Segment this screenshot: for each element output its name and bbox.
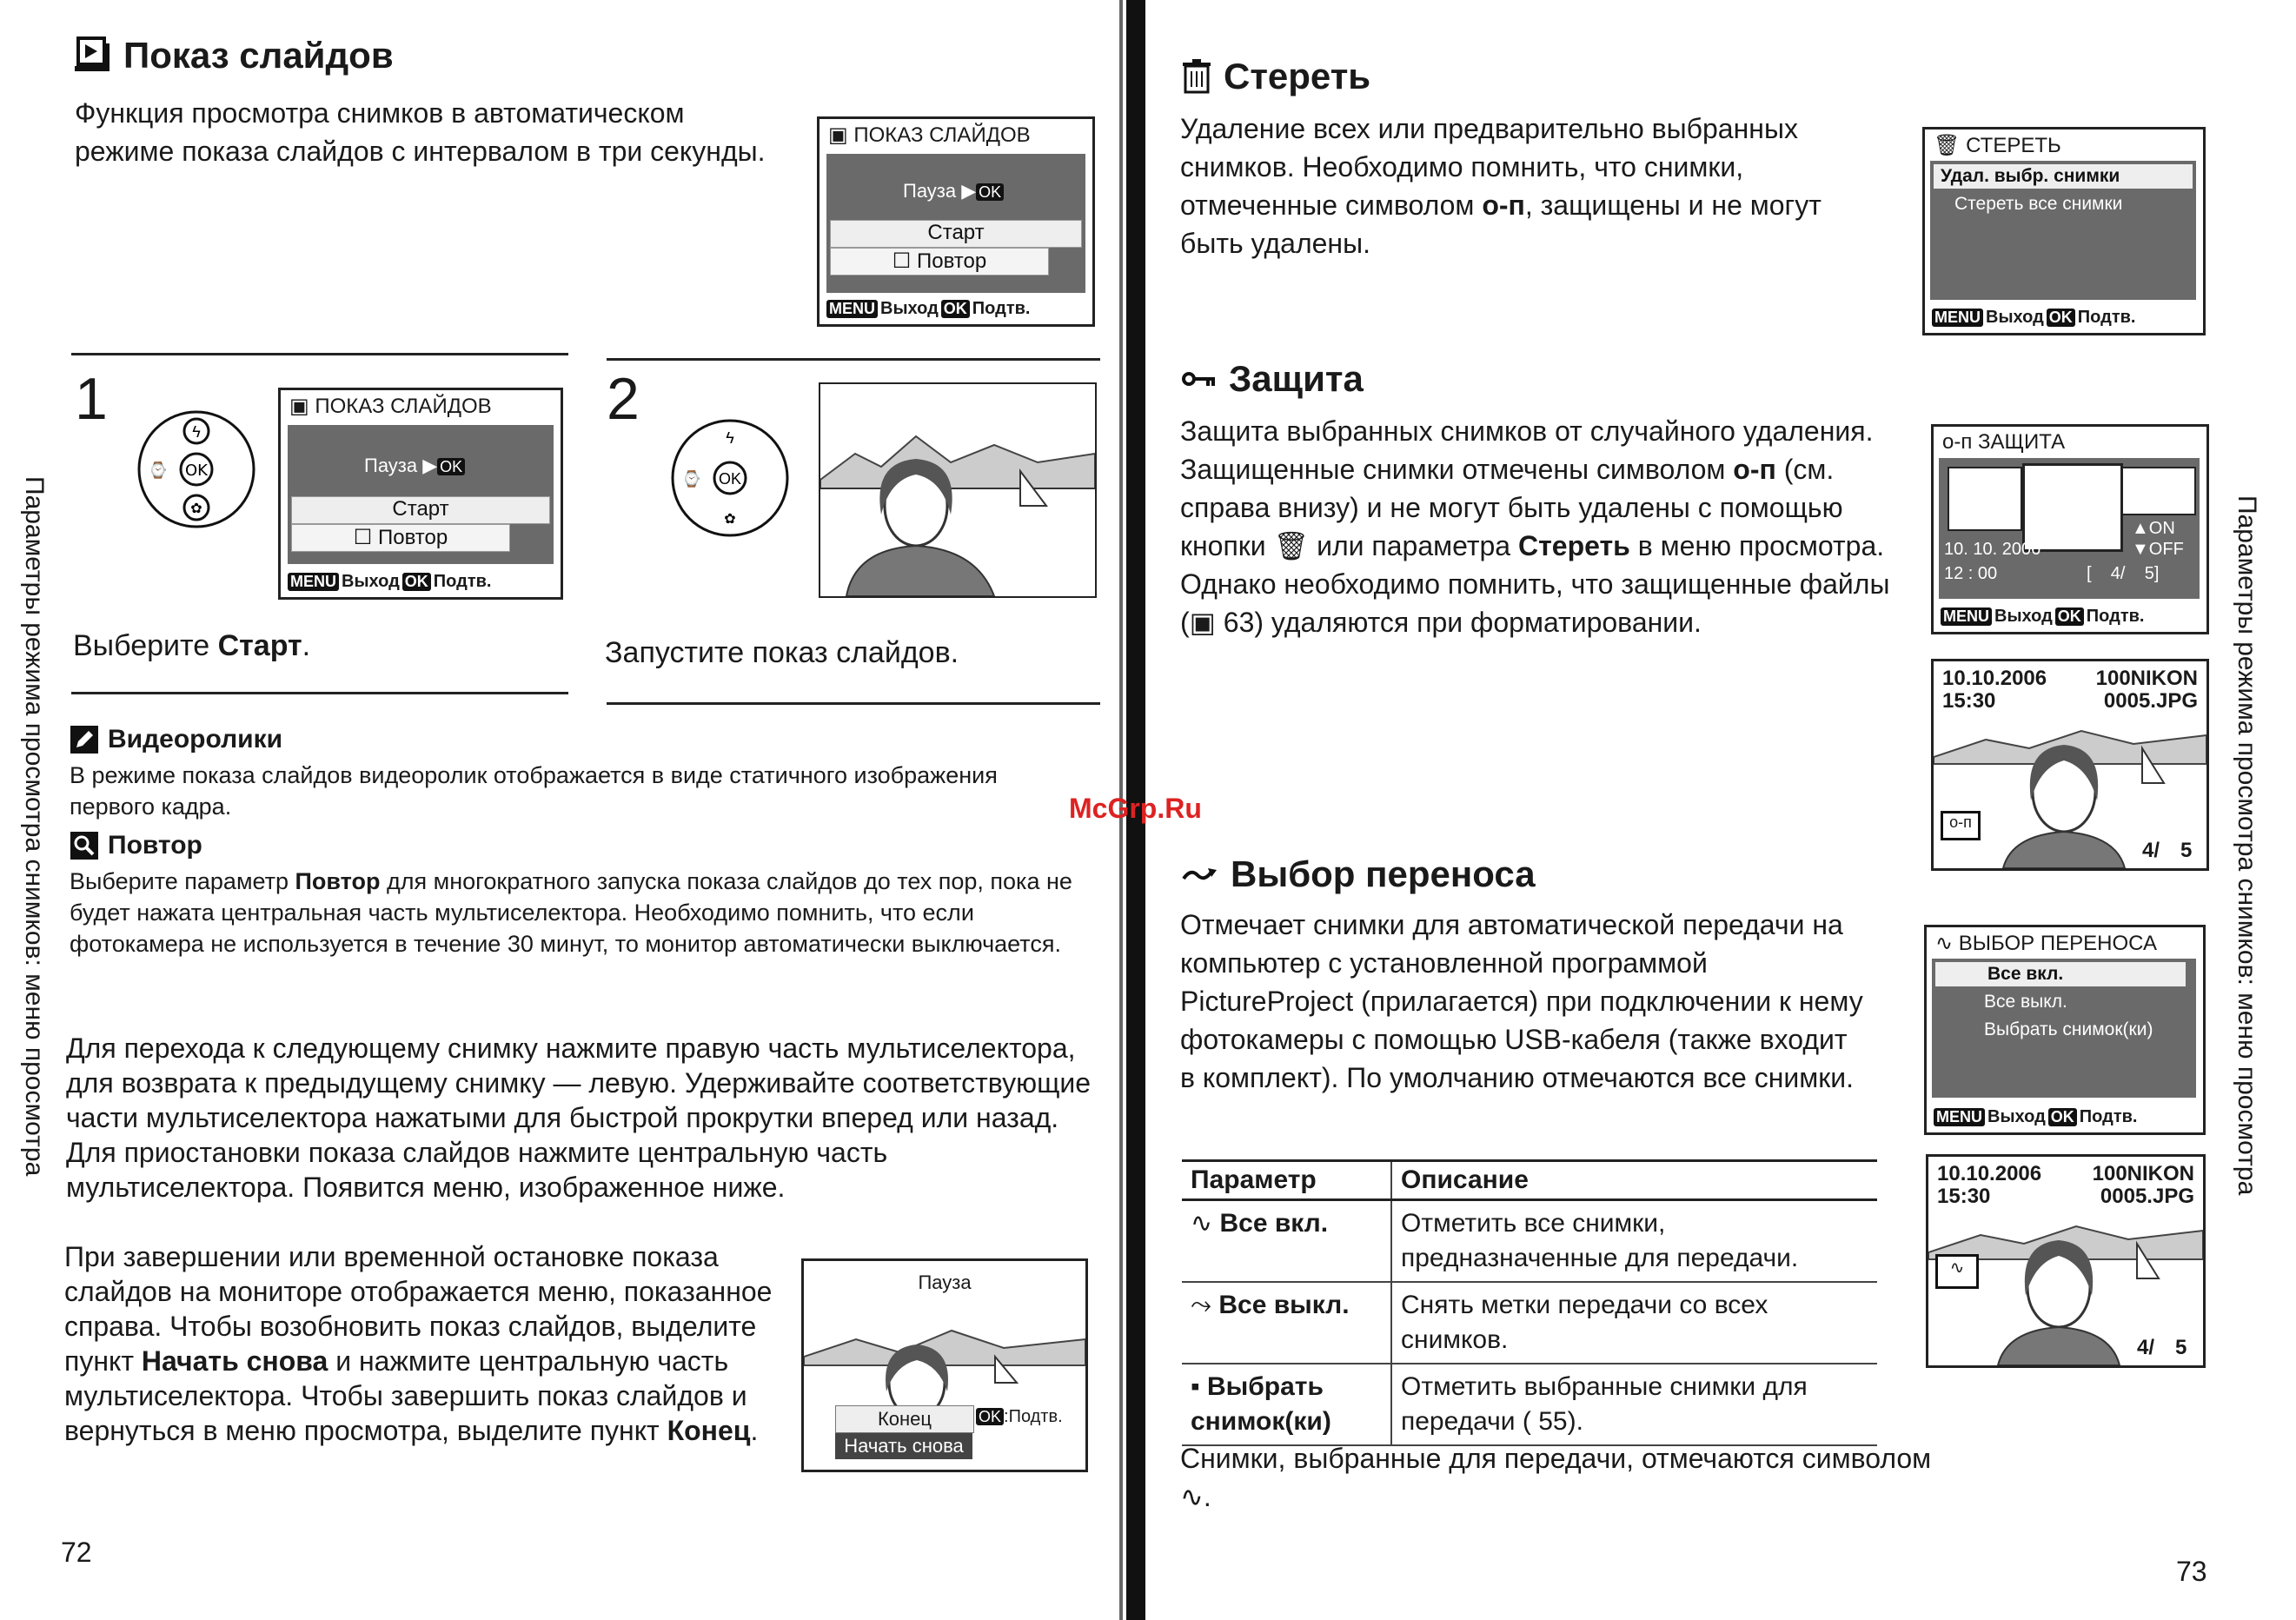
table-row: ▪ Выбрать снимок(ки) Отметить выбранные снимки для передачи ( 55). [1182, 1364, 1877, 1445]
transfer-footer-text: Снимки, выбранные для передачи, отмечаются символом ∿. [1180, 1443, 1932, 1512]
pause-paragraph: При завершении или временной остановке показа слайдов на мониторе отображается меню, показанное справа. Чтобы возобновить показ слайдов, выделите пункт Начать снова и нажмите центральную часть мультиселектора. Чтобы завершить показ слайдов и вернуться в меню просмотра, выделите пункт Конец. [64, 1241, 773, 1446]
start-option: Старт [830, 220, 1082, 248]
table-header-row [1182, 1161, 1877, 1200]
left-side-caption: Параметры режима просмотра снимков: меню просмотра [20, 476, 49, 1177]
repeat-option: ☐ Повтор [830, 248, 1049, 276]
right-page-number: 73 [2176, 1556, 2207, 1587]
svg-text:✿: ✿ [190, 501, 202, 516]
step1-number: 1 [75, 366, 108, 432]
multiselector-center-icon [669, 417, 791, 539]
transfer-mark-icon: ∿ [1935, 1254, 1979, 1289]
erase-menu-panel [1930, 161, 2196, 300]
svg-text:✿: ✿ [724, 512, 736, 527]
protect-on-label: ▲ON [2132, 519, 2175, 538]
step1-menu-screen [278, 388, 563, 600]
svg-text:ϟ: ϟ [726, 429, 734, 447]
key-icon [1182, 368, 1217, 389]
watermark: McGrp.Ru [1069, 793, 1202, 824]
erase-heading: Стереть [1182, 56, 1370, 97]
pencil-note-icon [70, 725, 99, 754]
step1-menu-panel [288, 425, 554, 564]
step1-pause-option: Пауза ▶ OK [364, 455, 465, 477]
slideshow-heading [73, 35, 394, 76]
table-header-param: Параметр [1182, 1161, 1391, 1200]
step1-repeat-option: ☐ Повтор [291, 524, 510, 552]
note-repeat-heading: Повтор [70, 831, 202, 860]
svg-text:⌚: ⌚ [148, 461, 169, 479]
protected-key-icon: о‑п [1941, 811, 1981, 840]
transfer-text: Отмечает снимки для автоматической передачи на компьютер с установленной программой PictureProject (прилагается) при подключении к нему фотокамеры с помощью USB-кабеля (также входит в комплект). По умолчанию отмечаются все снимки. [1180, 909, 1863, 1093]
protect-screen-header: о‑п ЗАЩИТА [1942, 430, 2066, 454]
step1-menu-footer: MENU Выход OK Подтв. [288, 572, 491, 592]
thumb-3 [2121, 467, 2196, 515]
protect-date: 10. 10. 2006 [1944, 540, 2041, 559]
thumb-selected [2022, 463, 2123, 552]
table-cell-desc: Отметить все снимки, предназначенные для передачи. [1391, 1200, 1877, 1283]
table-cell-param: Все выкл. [1218, 1291, 1350, 1319]
thumb-1 [1948, 467, 2022, 531]
transfer-menu-header: ∿ ВЫБОР ПЕРЕНОСА [1935, 932, 2157, 955]
erase-selected-option: Удал. выбр. снимки [1934, 164, 2193, 189]
transfer-photo-counter: 4/ [2137, 1336, 2155, 1359]
step1-caption: Выберите Старт. [73, 629, 311, 662]
erase-menu-footer: MENU Выход OK Подтв. [1932, 308, 2135, 328]
slideshow-title: Показ слайдов [123, 35, 394, 76]
erase-all-option: Стереть все снимки [1954, 194, 2123, 214]
transfer-all-off-option: Все выкл. [1984, 992, 2067, 1012]
pause-confirm-hint: OK :Подтв. [976, 1407, 1063, 1427]
protected-photo-time: 15:30 [1942, 689, 1996, 713]
transfer-photo-folder: 100NIKON [2092, 1162, 2194, 1185]
pause-option: Пауза ▶ OK [903, 180, 1004, 202]
transfer-all-on-option: Все вкл. [1935, 962, 2186, 986]
menu-panel [826, 154, 1085, 293]
protect-counter: [ 4/ 5] [2087, 564, 2160, 583]
protect-screen-panel [1939, 458, 2200, 599]
note-videos-text: В режиме показа слайдов видеоролик отображается в виде статичного изображения первого кадра. [70, 762, 998, 820]
protected-photo-date: 10.10.2006 [1942, 667, 2047, 690]
step2-top-rule [607, 358, 1100, 361]
protect-off-label: ▼OFF [2132, 540, 2184, 559]
protected-photo-file: 0005.JPG [2103, 689, 2198, 713]
protected-photo-folder: 100NIKON [2095, 667, 2198, 690]
slideshow-menu-screen [817, 116, 1095, 327]
transfer-photo-screen [1926, 1154, 2206, 1368]
transfer-photo-date: 10.10.2006 [1937, 1162, 2042, 1185]
table-header-desc: Описание [1391, 1161, 1877, 1200]
transfer-photo-total: 5 [2175, 1336, 2187, 1359]
erase-menu-header: 🗑 СТЕРЕТЬ [1934, 134, 2061, 157]
svg-text:⌚: ⌚ [681, 470, 702, 488]
note-repeat-text: Выберите параметр Повтор для многократного запуска показа слайдов до тех пор, пока не будет нажата центральная часть мультиселектора. Необходимо помнить, что если фотокамера не используется в течение 30 минут, то монитор автоматически выключается. [70, 868, 1072, 957]
right-side-caption: Параметры режима просмотра снимков: меню просмотра [2233, 495, 2261, 1196]
restart-option: Начать снова [835, 1433, 972, 1459]
multiselector-icon [136, 408, 257, 530]
protected-photo-counter: 4/ [2142, 839, 2160, 862]
table-cell-desc: Снять метки передачи со всех снимков. [1391, 1282, 1877, 1364]
trash-icon [1182, 59, 1211, 94]
note-videos-heading: Видеоролики [70, 725, 282, 754]
svg-text:OK: OK [185, 461, 208, 480]
step1-start-option: Старт [291, 496, 550, 524]
table-row: ⤳ Все выкл. Снять метки передачи со всех снимков. [1182, 1282, 1877, 1364]
protect-screen [1931, 424, 2209, 634]
transfer-options-table [1182, 1159, 1877, 1446]
erase-text: Удаление всех или предварительно выбранных снимков. Необходимо помнить, что снимки, отмеченные символом о‑п, защищены и не могут быть удалены. [1180, 113, 1822, 259]
pause-screen [801, 1258, 1088, 1472]
transfer-photo-time: 15:30 [1937, 1185, 1991, 1208]
protect-text: Защита выбранных снимков от случайного удаления. Защищенные снимки отмечены символом о‑п (см. справа внизу) и не могут быть удалены с помощью кнопки 🗑 или параметра Стереть в меню просмотра. Однако необходимо помнить, что защищенные файлы (▣ 63) удаляются при форматировании. [1180, 415, 1890, 638]
protect-screen-footer: MENU Выход OK Подтв. [1941, 607, 2144, 627]
protect-heading: Защита [1182, 358, 1364, 400]
step2-number: 2 [607, 366, 640, 432]
slideshow-intro: Функция просмотра снимков в автоматическом режиме показа слайдов с интервалом в три секунды. [75, 97, 766, 167]
step1-top-rule [71, 353, 568, 355]
table-cell-desc: Отметить выбранные снимки для передачи ( 55). [1391, 1364, 1877, 1445]
end-option: Конец [835, 1405, 974, 1433]
pause-screen-title: Пауза [918, 1271, 972, 1293]
magnifier-note-icon [70, 831, 99, 860]
left-page-number: 72 [61, 1537, 92, 1568]
table-row: ∿ Все вкл. Отметить все снимки, предназначенные для передачи. [1182, 1200, 1877, 1283]
table-cell-param: Выбрать снимок(ки) [1191, 1372, 1331, 1436]
protected-photo-total: 5 [2180, 839, 2193, 862]
slideshow-icon [73, 37, 111, 75]
menu-footer: MENU Выход OK Подтв. [826, 299, 1030, 319]
protect-time: 12 : 00 [1944, 564, 1998, 583]
navigation-paragraph: Для перехода к следующему снимку нажмите правую часть мультиселектора, для возврата к предыдущему снимку — левую. Удерживайте соответствующие части мультиселектора нажатыми для быстрой прокрутки вперед или назад. Для приостановки показа слайдов нажмите центральную часть мультиселектора. Появится меню, изображенное ниже. [66, 1032, 1092, 1203]
transfer-icon [1182, 865, 1218, 884]
step1-bottom-rule [71, 692, 568, 694]
svg-text:OK: OK [718, 470, 742, 488]
transfer-menu-panel [1932, 959, 2196, 1098]
protected-photo-screen [1931, 659, 2209, 871]
transfer-select-option: Выбрать снимок(ки) [1984, 1019, 2153, 1039]
portrait-illustration [820, 384, 1095, 596]
transfer-photo-file: 0005.JPG [2100, 1185, 2194, 1208]
transfer-menu-footer: MENU Выход OK Подтв. [1934, 1107, 2137, 1127]
slideshow-photo [819, 382, 1097, 598]
step2-bottom-rule [607, 702, 1100, 705]
table-cell-param: Все вкл. [1219, 1209, 1329, 1238]
step2-caption: Запустите показ слайдов. [605, 636, 959, 669]
erase-menu-screen [1922, 127, 2206, 335]
transfer-menu-screen [1924, 925, 2206, 1135]
step1-menu-header: ▣ ПОКАЗ СЛАЙДОВ [289, 395, 492, 418]
transfer-heading: Выбор переноса [1182, 853, 1536, 895]
menu-header: ▣ ПОКАЗ СЛАЙДОВ [828, 123, 1031, 147]
svg-text:ϟ: ϟ [192, 423, 201, 441]
